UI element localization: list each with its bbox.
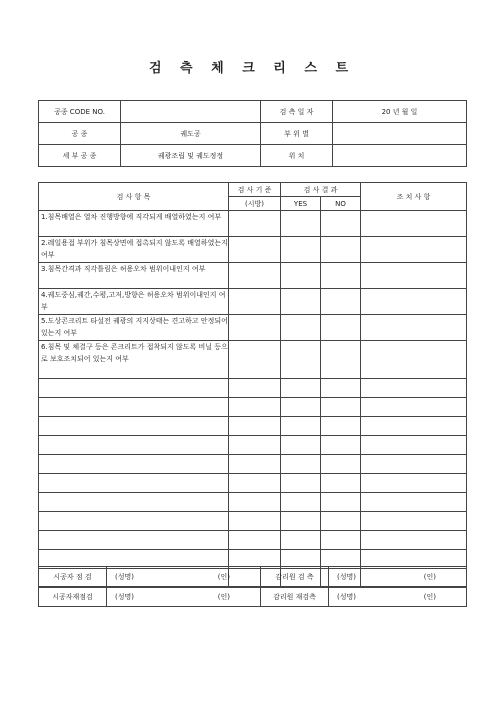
code-value[interactable] — [121, 101, 261, 123]
table-row — [39, 263, 467, 289]
table-row — [39, 455, 467, 474]
table-row — [39, 341, 467, 379]
col-standard: 검 사 기 준 — [229, 183, 281, 197]
name-field: (성명) — [337, 592, 356, 601]
col-items: 검 사 항 목 — [39, 183, 229, 211]
contractor-check-label: 시공자 점 검 — [39, 567, 107, 587]
table-row — [39, 531, 467, 550]
table-row — [39, 289, 467, 315]
loc-label: 위 치 — [261, 145, 333, 167]
seal-mark: (인) — [423, 572, 436, 581]
table-row — [39, 237, 467, 263]
date-label: 검 측 일 자 — [261, 101, 333, 123]
col-no: NO — [321, 197, 361, 211]
check-item: 2.레일용접 부위가 침목상면에 접촉되지 않도록 배열하였는지 여부 — [39, 237, 229, 263]
check-item: 5.도상콘크리트 타설전 궤광의 지지상태는 견고하고 안정되어 있는지 여부 — [39, 315, 229, 341]
supervisor-recheck-label: 감리원 재검측 — [261, 587, 329, 607]
detail-label: 세 부 공 종 — [39, 145, 121, 167]
name-field: (성명) — [115, 592, 134, 601]
table-row — [39, 379, 467, 398]
work-value[interactable]: 궤도공 — [121, 123, 261, 145]
work-label: 공 종 — [39, 123, 121, 145]
table-row — [39, 436, 467, 455]
signature-table — [38, 566, 467, 607]
part-label: 부 위 별 — [261, 123, 333, 145]
check-item: 3.침목간격과 직각틀림은 허용오차 범위이내인지 여부 — [39, 263, 229, 289]
check-item: 6.침목 및 체결구 등은 콘크리트가 접착되지 않도록 비닐 등으로 보호조치되어 있는지 여부 — [39, 341, 229, 379]
name-field: (성명) — [115, 572, 134, 581]
seal-mark: (인) — [423, 592, 436, 601]
part-value[interactable] — [333, 123, 467, 145]
page-title: 검 측 체 크 리 스 트 — [148, 61, 356, 76]
check-item: 1.침목배열은 열차 진행방향에 직각되게 배열하였는지 여부 — [39, 211, 229, 237]
supervisor-check-label: 감리원 검 측 — [261, 567, 329, 587]
col-standard-sub: (시방) — [229, 197, 281, 211]
detail-value[interactable]: 궤광조립 및 궤도정정 — [121, 145, 261, 167]
contractor-recheck-label: 시공자재점검 — [39, 587, 107, 607]
table-row — [39, 211, 467, 237]
check-item: 4.궤도중심,궤간,수평,고저,방향은 허용오차 범위이내인지 여부 — [39, 289, 229, 315]
info-table — [38, 100, 467, 167]
name-field: (성명) — [337, 572, 356, 581]
code-label: 공종 CODE NO. — [39, 101, 121, 123]
checklist-table — [38, 182, 467, 588]
table-row — [39, 512, 467, 531]
table-row — [39, 493, 467, 512]
table-row — [39, 315, 467, 341]
loc-value[interactable] — [333, 145, 467, 167]
col-yes: YES — [281, 197, 321, 211]
date-value[interactable]: 20 년 월 일 — [333, 101, 467, 123]
col-action: 조 치 사 항 — [361, 183, 467, 211]
table-row — [39, 417, 467, 436]
seal-mark: (인) — [217, 572, 230, 581]
col-result: 검 사 결 과 — [281, 183, 361, 197]
seal-mark: (인) — [217, 592, 230, 601]
table-row — [39, 398, 467, 417]
table-row — [39, 474, 467, 493]
